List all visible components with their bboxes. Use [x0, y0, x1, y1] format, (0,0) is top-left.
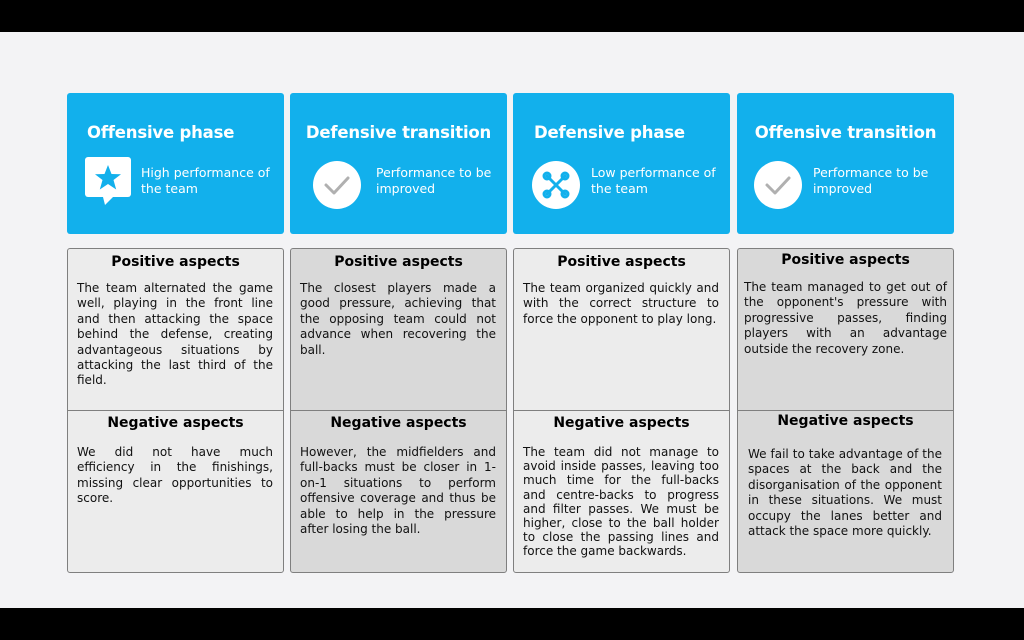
phase-header — [290, 93, 507, 234]
slide — [0, 32, 1024, 608]
aspects-box — [67, 248, 284, 573]
phase-status: Performance to be improved — [813, 165, 929, 196]
aspects-box — [737, 248, 954, 573]
negative-heading: Negative aspects — [553, 415, 690, 431]
positive-heading: Positive aspects — [557, 254, 686, 270]
negative-text: However, the midfielders and full-backs must be closer in 1-on-1 situations to perform offensive coverage and thus be able to help in the pressure after losing the ball. — [300, 445, 496, 537]
positive-heading: Positive aspects — [781, 252, 910, 268]
divider — [738, 410, 953, 411]
negative-text: We did not have much efficiency in the finishings, missing clear opportunities to score. — [77, 445, 273, 506]
phase-status: High performance of the team — [141, 165, 270, 196]
phase-title: Offensive phase — [87, 123, 235, 142]
x-circle-icon — [532, 161, 580, 209]
check-circle-icon — [313, 161, 361, 209]
phase-title: Defensive phase — [534, 123, 685, 142]
negative-heading: Negative aspects — [107, 415, 244, 431]
phase-title: Defensive transition — [305, 123, 492, 142]
phase-header — [737, 93, 954, 234]
star-badge-icon — [85, 157, 131, 207]
phase-header — [67, 93, 284, 234]
positive-text: The team alternated the game well, playing in the front line and then attacking the space behind the defense, creating advantageous situations by attacking the last third of the field. — [77, 281, 273, 388]
phase-status: Performance to be improved — [376, 165, 492, 196]
divider — [291, 410, 506, 411]
positive-text: The team managed to get out of the opponent's pressure with progressive passes, finding players with an advantage outside the recovery zone. — [744, 280, 947, 356]
check-circle-icon — [754, 161, 802, 209]
divider — [514, 410, 729, 411]
phase-status: Low performance of the team — [591, 165, 716, 196]
aspects-box — [290, 248, 507, 573]
positive-text: The closest players made a good pressure, achieving that the opposing team could not advance when recovering the ball. — [300, 281, 496, 357]
phase-title: Offensive transition — [754, 123, 937, 142]
negative-text: The team did not manage to avoid inside passes, leaving too much time for the full-backs and centre-backs to progress and filter passes. We must be higher, close to the ball holder to close the passing lines and force the game backwards. — [523, 445, 719, 559]
negative-heading: Negative aspects — [777, 413, 914, 429]
aspects-box — [513, 248, 730, 573]
positive-text: The team organized quickly and with the correct structure to force the opponent to play long. — [523, 281, 719, 326]
positive-heading: Positive aspects — [111, 254, 240, 270]
phase-header — [513, 93, 730, 234]
positive-heading: Positive aspects — [334, 254, 463, 270]
divider — [68, 410, 283, 411]
negative-text: We fail to take advantage of the spaces at the back and the disorganisation of the opponent in these situations. We must occupy the lanes better and attack the space more quickly. — [748, 447, 942, 539]
negative-heading: Negative aspects — [330, 415, 467, 431]
